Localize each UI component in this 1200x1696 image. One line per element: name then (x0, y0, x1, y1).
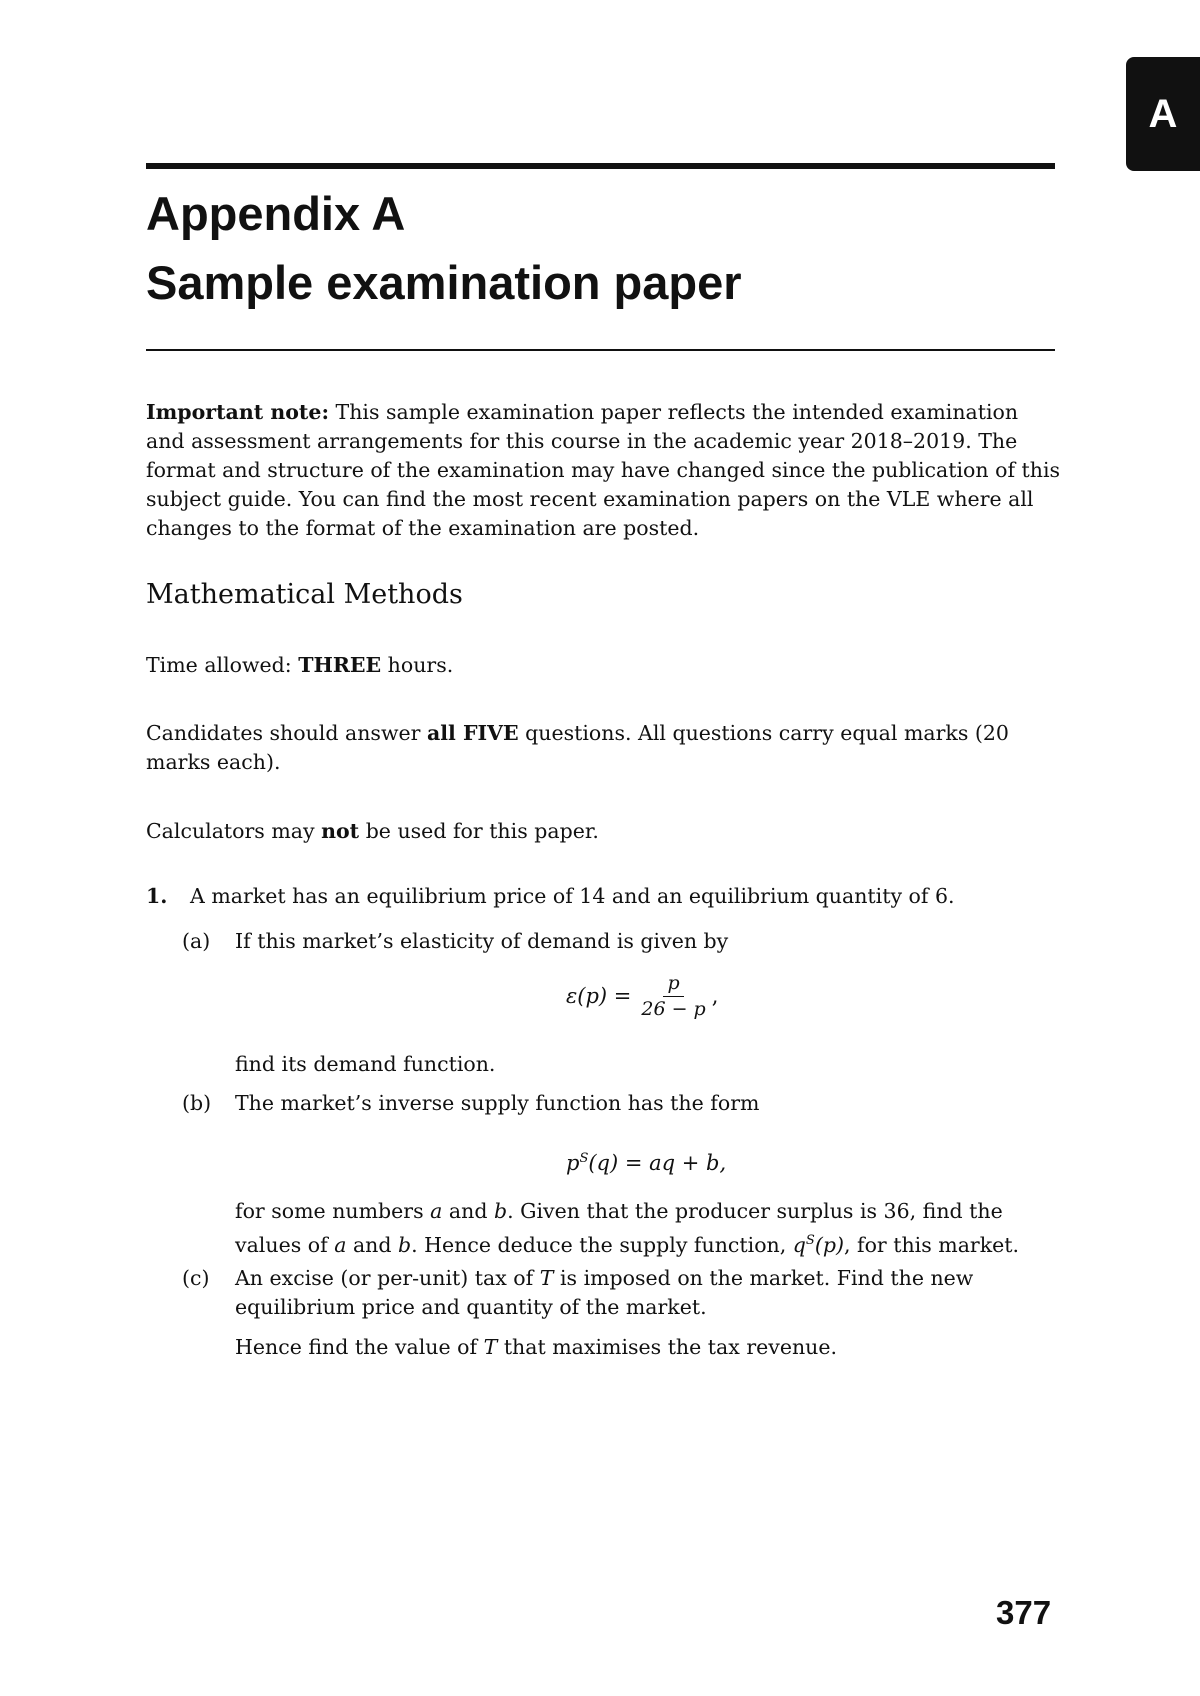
section-title: Mathematical Methods (146, 579, 463, 610)
elasticity-lhs: ε(p) = (566, 984, 632, 1008)
calculator-pre: Calculators may (146, 819, 322, 843)
supply-eq-superscript: S (579, 1151, 589, 1166)
elasticity-fraction (637, 971, 709, 1022)
time-allowed (146, 651, 1061, 680)
part-a-label: (a) (182, 929, 211, 953)
elasticity-denominator: 26 − p (641, 998, 706, 1020)
part-b-var-a-2: a (334, 1232, 347, 1257)
instructions-bold: all FIVE (426, 721, 519, 745)
important-note-label: Important note: (146, 400, 330, 424)
important-note-text: This sample examination paper reflects the intended examination and assessment arrangements for this course in the academic year 2018–2019. The format and structure of the examination may have changed since the publication of this subject guide. You can find the most recent examination papers on the VLE where all changes to the format of the examination are posted. (146, 400, 1061, 540)
instructions-pre: Candidates should answer (146, 721, 427, 745)
appendix-subtitle: Sample examination paper (146, 256, 742, 309)
part-c-after-1: Hence find the value of (235, 1335, 484, 1359)
part-c-followup (235, 1333, 1055, 1362)
supply-eq-p: p (566, 1151, 580, 1175)
question-1-text: A market has an equilibrium price of 14 and an equilibrium quantity of 6. (190, 884, 955, 908)
part-b-after-4: and (346, 1232, 399, 1257)
calculator-bold: not (321, 819, 360, 843)
part-b-after-1: for some numbers (235, 1199, 431, 1223)
supply-equation (566, 1144, 726, 1178)
part-c-text-1: An excise (or per-unit) tax of (235, 1266, 540, 1290)
part-b-followup (235, 1197, 1055, 1260)
time-allowed-post: hours. (381, 653, 454, 677)
appendix-title: Appendix A (146, 187, 406, 240)
part-b-after-7: , for this market. (843, 1232, 1020, 1257)
elasticity-comma: , (711, 984, 719, 1008)
part-c-text (235, 1264, 1055, 1322)
part-a-text: If this market’s elasticity of demand is given by (235, 929, 729, 953)
page-number: 377 (996, 1594, 1052, 1631)
part-b-var-a: a (430, 1199, 443, 1223)
part-b-var-p: (p) (814, 1232, 844, 1257)
part-c-text-2: is imposed on the market. Find the new equilibrium price and quantity of the market. (235, 1266, 974, 1319)
header-bottom-rule (146, 349, 1055, 351)
part-c-var-t: T (539, 1266, 554, 1290)
part-b-var-b: b (493, 1199, 508, 1223)
part-a-followup: find its demand function. (235, 1052, 496, 1076)
part-b-var-q: q (792, 1232, 806, 1257)
part-b-after-3: . Given that the producer surplus is 36, find the values of (235, 1199, 1003, 1257)
supply-eq-rest: (q) = aq + b, (588, 1151, 727, 1175)
calculator-policy (146, 817, 1061, 846)
part-c-after-2: that maximises the tax revenue. (497, 1335, 838, 1359)
part-b-after-2: and (442, 1199, 494, 1223)
candidate-instructions (146, 719, 1061, 777)
part-c-var-t-2: T (483, 1335, 498, 1359)
part-c-label: (c) (182, 1266, 210, 1290)
important-note (146, 398, 1061, 543)
part-b-after-5: . Hence deduce the supply function, (411, 1232, 793, 1257)
time-allowed-bold: THREE (298, 653, 382, 677)
time-allowed-pre: Time allowed: (146, 653, 299, 677)
part-b-superscript: S (805, 1233, 815, 1248)
part-b-label: (b) (182, 1091, 212, 1115)
instructions-post: questions. All questions carry equal marks (20 marks each). (146, 721, 1009, 774)
elasticity-equation (566, 971, 718, 1022)
part-b-text: The market’s inverse supply function has the form (235, 1091, 760, 1115)
question-1-number: 1. (146, 884, 168, 908)
header-top-rule (146, 163, 1055, 169)
calculator-post: be used for this paper. (359, 819, 599, 843)
elasticity-numerator: p (663, 971, 683, 997)
appendix-side-tab (1126, 57, 1200, 171)
appendix-tab-letter: A (1148, 91, 1178, 136)
part-b-var-b-2: b (398, 1232, 412, 1257)
